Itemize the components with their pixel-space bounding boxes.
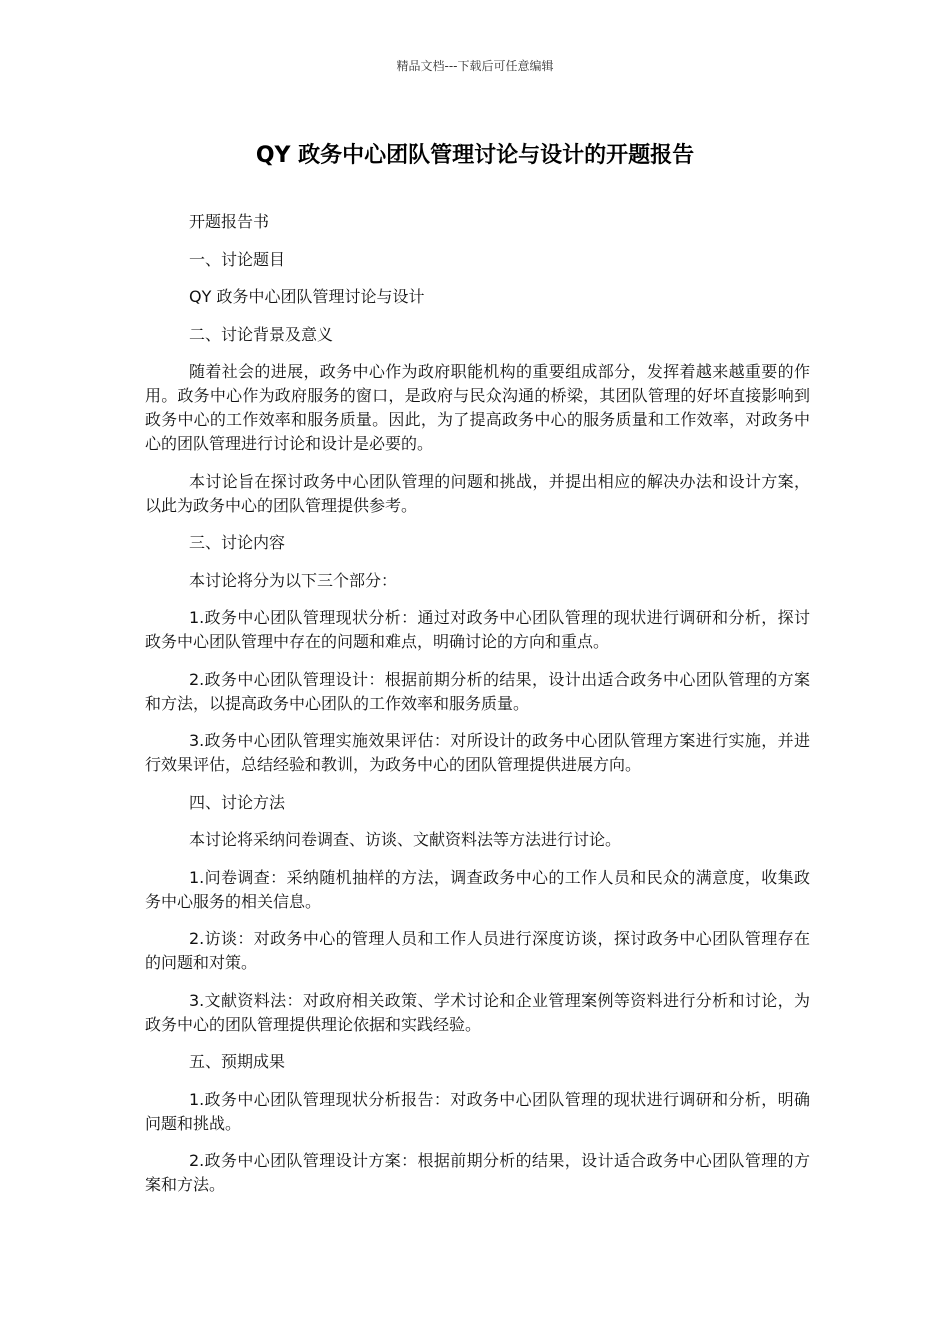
section-heading-topic: 一、讨论题目	[189, 249, 286, 269]
section-heading-background: 二、讨论背景及意义	[189, 324, 334, 344]
section-heading-method: 四、讨论方法	[189, 792, 286, 812]
document-body	[145, 210, 810, 1211]
list-item-content-2: 2.政务中心团队管理设计：根据前期分析的结果，设计出适合政务中心团队管理的方案和方法，以提高政务中心团队的工作效率和服务质量。	[145, 669, 810, 713]
section-heading-results: 五、预期成果	[189, 1052, 286, 1071]
paragraph-background: 随着社会的进展，政务中心作为政府职能机构的重要组成部分，发挥着越来越重要的作用。政务中心作为政府服务的窗口，是政府与民众沟通的桥梁，其团队管理的好坏直接影响到政务中心的工作效率和服务质量。因此，为了提高政务中心的服务质量和工作效率，对政务中心的团队管理进行讨论和设计是必要的。	[145, 362, 810, 453]
section-heading-content: 三、讨论内容	[189, 533, 286, 552]
list-item-method-3: 3.文献资料法：对政府相关政策、学术讨论和企业管理案例等资料进行分析和讨论，为政务中心的团队管理提供理论依据和实践经验。	[145, 990, 810, 1034]
paragraph-purpose: 本讨论旨在探讨政务中心团队管理的问题和挑战，并提出相应的解决办法和设计方案，以此为政务中心的团队管理提供参考。	[145, 471, 810, 515]
list-item-method-2: 2.访谈：对政务中心的管理人员和工作人员进行深度访谈，探讨政务中心团队管理存在的问题和对策。	[145, 929, 810, 972]
header-note: 精品文档---下载后可任意编辑	[396, 59, 554, 73]
list-item-result-2: 2.政务中心团队管理设计方案：根据前期分析的结果，设计适合政务中心团队管理的方案和方法。	[145, 1151, 810, 1194]
paragraph-report-label: 开题报告书	[189, 212, 270, 231]
paragraph-method-intro: 本讨论将采纳问卷调查、访谈、文献资料法等方法进行讨论。	[189, 830, 622, 849]
list-item-content-1: 1.政务中心团队管理现状分析：通过对政务中心团队管理的现状进行调研和分析，探讨政务中心团队管理中存在的问题和难点，明确讨论的方向和重点。	[145, 608, 810, 651]
list-item-content-3: 3.政务中心团队管理实施效果评估：对所设计的政务中心团队管理方案进行实施，并进行效果评估，总结经验和教训，为政务中心的团队管理提供进展方向。	[145, 731, 810, 774]
paragraph-topic: QY 政务中心团队管理讨论与设计	[189, 287, 425, 306]
list-item-result-1: 1.政务中心团队管理现状分析报告：对政务中心团队管理的现状进行调研和分析，明确问题和挑战。	[145, 1089, 810, 1133]
paragraph-content-intro: 本讨论将分为以下三个部分：	[189, 570, 398, 590]
list-item-method-1: 1.问卷调查：采纳随机抽样的方法，调查政务中心的工作人员和民众的满意度，收集政务中心服务的相关信息。	[145, 867, 810, 911]
document-title: QY 政务中心团队管理讨论与设计的开题报告	[255, 143, 695, 168]
